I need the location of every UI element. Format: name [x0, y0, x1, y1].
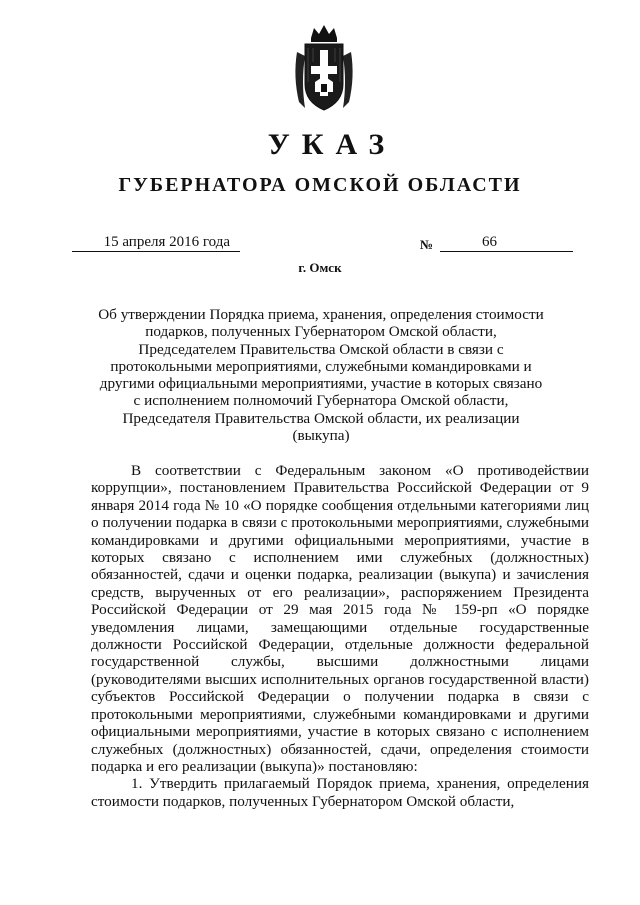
coat-of-arms-icon [291, 22, 357, 114]
body-paragraph: 1. Утвердить прилагаемый Порядок приема, хранения, определения стоимости подарков, полученных Губернатором Омской области, [91, 775, 589, 810]
decree-date: 15 апреля 2016 года [72, 234, 240, 252]
decree-number: 66 [440, 234, 573, 252]
decree-subject: Об утверждении Порядка приема, хранения, определения стоимости подарков, полученных Губернатором Омской области, Председателем Правительства Омской области в связи с протокольными мероприятиями, служебными командировками и другими официальными мероприятиями, участие в которых связано с исполнением полномочий Губернатора Омской области, Председателя Правительства Омской области, их реализации (выкупа) [98, 306, 544, 445]
decree-city: г. Омск [298, 260, 342, 275]
decree-body [91, 462, 589, 810]
decree-number-label: № [420, 237, 434, 252]
document-title: УКАЗ [267, 128, 397, 161]
body-paragraph: В соответствии с Федеральным законом «О противодействии коррупции», постановлением Правительства Российской Федерации от 9 января 2014 года № 10 «О порядке сообщения отдельными категориями лиц о получении подарка в связи с протокольными мероприятиями, служебными командировками и другими официальными мероприятиями, участие в которых связано с исполнением ими служебных (должностных) обязанностей, сдачи и оценки подарка, реализации (выкупа) и зачисления средств, вырученных от его реализации», распоряжением Президента Российской Федерации от 29 мая 2015 года № 159-рп «О порядке уведомления лицами, замещающими отдельные государственные должности Российской Федерации, отдельные должности федеральной государственной службы, высшими должностными лицами (руководителями высших исполнительных органов государственной власти) субъектов Российской Федерации о получении подарка в связи с протокольными мероприятиями, служебными командировками и другими официальными мероприятиями, участие в которых связано с исполнением служебных (должностных) обязанностей, сдачи, определения стоимости подарка и его реализации (выкупа)» постановляю: [91, 462, 589, 775]
document-subtitle: ГУБЕРНАТОРА ОМСКОЙ ОБЛАСТИ [118, 174, 522, 196]
